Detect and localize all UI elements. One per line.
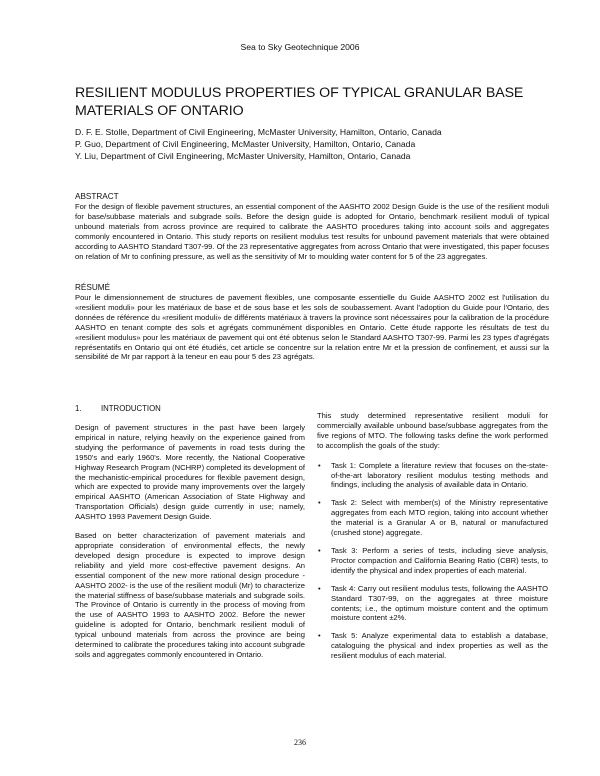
paper-title-line-2: MATERIALS OF ONTARIO — [75, 103, 244, 119]
right-column — [317, 411, 548, 669]
running-header: Sea to Sky Geotechnique 2006 — [240, 42, 360, 52]
introduction-heading — [75, 404, 161, 413]
bullet-icon: • — [318, 460, 321, 470]
paper-title-line-1: RESILIENT MODULUS PROPERTIES OF TYPICAL GRANULAR BASE — [75, 85, 524, 101]
abstract-section — [75, 191, 549, 261]
bullet-icon: • — [318, 631, 321, 641]
page-number: 236 — [294, 738, 306, 747]
list-item — [317, 498, 548, 538]
body-paragraph: This study determined representative resilient moduli for commercially available unbound base/subbase aggregates from the five regions of MTO. The following tasks define the work performed to accomplish the goals of the study: — [317, 411, 548, 450]
task-list — [317, 461, 548, 661]
body-paragraph: Based on better characterization of pavement materials and appropriate consideration of environmental effects, the newly developed design procedure is expected to improve design reliability and yield more cost-effective pavement designs. An essential component of the new more rational design procedure - AASHTO 2002- is the use of the resilient moduli (Mr) to characterize the material stiffness of base/subbase materials and subgrade soils. The Province of Ontario is currently in the process of moving from the use of AASHTO 1993 to AASHTO 2002. Before the newer guideline is adopted for Ontario, benchmark resilient moduli of typical unbound materials from across the province are being determined to calibrate the procedures taking into account subgrade soils and aggregates commonly encountered in Ontario. — [75, 531, 305, 659]
list-item — [317, 631, 548, 661]
abstract-text: For the design of flexible pavement structures, an essential component of the AASHTO 2002 Design Guide is the use of the resilient moduli for base/subbase materials and subgrade soils. Before the design guide is adopted for Ontario, benchmark resilient moduli of typical unbound materials from across province are required to calibrate the AASHTO procedures taking into account soils and aggregates commonly encountered in Ontario. This study reports on resilient modulus test results for unbound pavement materials that were obtained according to AASHTO Standard T307-99. Of the 23 representative aggregates from across Ontario that were investigated, this paper focuses on relation of Mr to confining pressure, as well as the sensitivity of Mr to moulding water content for 5 of the 23 aggregates. — [75, 202, 549, 261]
bullet-icon: • — [318, 545, 321, 555]
abstract-heading: ABSTRACT — [75, 192, 119, 201]
author-list — [75, 126, 565, 162]
list-item — [317, 584, 548, 624]
body-paragraph: Design of pavement structures in the past have been largely empirical in nature, relying heavily on the experience gained from studying the performance of pavements in road tests during the 1950's and early 1960's. More recently, the National Cooperative Highway Research Program (NCHRP) completed its development of the mechanistic-empirical procedures for flexible pavement design, which are expected to provide many improvements over the largely empirical AASHTO (American Association of State Highway and Transportation Officials) design guide currently in use; namely, AASHTO 1993 Pavement Design Guide. — [75, 423, 306, 522]
list-item — [317, 546, 548, 576]
section-number: 1. — [75, 404, 82, 413]
resume-section — [75, 282, 549, 362]
author-line: D. F. E. Stolle, Department of Civil Engineering, McMaster University, Hamilton, Ontario, Canada — [75, 127, 442, 137]
task-text: Task 3: Perform a series of tests, including sieve analysis, Proctor compaction and California Bearing Ratio (CBR) tests, to identify the physical and index properties of each material. — [331, 545, 548, 575]
paper-title — [75, 84, 545, 120]
bullet-icon: • — [318, 583, 321, 593]
task-text: Task 4: Carry out resilient modulus tests, following the AASHTO Standard T307-99, on the aggregates at three moisture contents; i.e., the optimum moisture content and the optimum moisture content ±2%. — [331, 583, 548, 623]
resume-text: Pour le dimensionnement de structures de pavement flexibles, une composante essentielle du Guide AASHTO 2002 est l'utilisation du «resilient moduli» pour les matériaux de base et de sous base et les sols de soubassement. Avant l'adoption du Guide pour l'Ontario, des données de référence du «resilient moduli» de différents matériaux à travers la province sont nécessaires pour la calibration de la procédure AASHTO en tenant compte des sols et agrégats communément disponibles en Ontario. Cette étude rapporte les résultats de test du «resilient modulus» pour les matériaux de pavement qui ont été obtenus selon le Standard AASHTO T307-99. Parmi les 23 types d'agrégats représentatifs en Ontario qui ont été étudiés, cet article se concentre sur la relation entre Mr et la pression de confinement, et aussi sur la sensibilité de Mr par rapport à la teneur en eau pour 5 des 23 agrégats. — [75, 293, 549, 362]
task-text: Task 5: Analyze experimental data to establish a database, cataloguing the physical and index properties as well as the resilient modulus of each material. — [331, 631, 548, 661]
left-column — [75, 423, 305, 660]
bullet-icon: • — [318, 498, 321, 508]
resume-heading: RÉSUMÉ — [75, 283, 111, 292]
author-line: P. Guo, Department of Civil Engineering, McMaster University, Hamilton, Ontario, Canada — [75, 139, 416, 149]
task-text: Task 2: Select with member(s) of the Ministry representative aggregates from each MTO region, taking into account whether the material is a Granular A or B, natural or manufactured (crushed stone) aggregate. — [331, 498, 548, 538]
task-text: Task 1: Complete a literature review that focuses on the-state-of-the-art laboratory resilient modulus testing methods and findings, including the analysis of available data in Ontario. — [331, 460, 548, 490]
list-item — [317, 461, 548, 491]
author-line: Y. Liu, Department of Civil Engineering, McMaster University, Hamilton, Ontario, Canada — [75, 151, 411, 161]
section-title: INTRODUCTION — [101, 404, 161, 413]
